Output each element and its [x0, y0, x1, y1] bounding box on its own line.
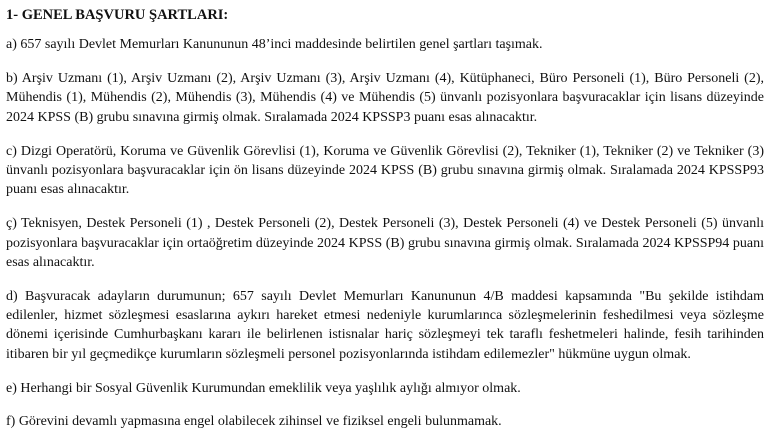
requirement-a: a) 657 sayılı Devlet Memurları Kanununun 48’inci maddesinde belirtilen genel şartları taşımak. [6, 37, 543, 52]
requirement-d: d) Başvuracak adayların durumunun; 657 sayılı Devlet Memurları Kanununun 4/B maddesi kapsamında "Bu şekilde istihdam edilenler, hizmet sözleşmesi esaslarına aykırı hareket etmesi nedeniyle kurumlarınca sözleşmelerinin feshedilmesi veya sözleşme dönemi içerisinde Cumhurbaşkanı kararı ile belirlenen istisnalar hariç sözleşmeyi tek taraflı feshetmeleri halinde, fesih tarihinden itibaren bir yıl geçmedikçe kurumların sözleşmeli personel pozisyonlarında istihdam edilemezler" hükmüne uygun olmak. [6, 289, 764, 362]
document-body [6, 6, 764, 445]
section-heading: 1- GENEL BAŞVURU ŞARTLARI: [6, 7, 229, 23]
requirement-b: b) Arşiv Uzmanı (1), Arşiv Uzmanı (2), Arşiv Uzmanı (3), Arşiv Uzmanı (4), Kütüphaneci, Büro Personeli (1), Büro Personeli (2), Mühendis (1), Mühendis (2), Mühendis (3), Mühendis (4) ve Mühendis (5) ünvanlı pozisyonlara başvuracaklar için lisans düzeyinde 2024 KPSS (B) grubu sınavına girmiş olmak. Sıralamada 2024 KPSSP3 puanı esas alınacaktır. [6, 71, 764, 125]
requirement-c-cedilla: ç) Teknisyen, Destek Personeli (1) , Destek Personeli (2), Destek Personeli (3), Destek Personeli (4) ve Destek Personeli (5) ünvanlı pozisyonlara başvuracaklar için ortaöğretim düzeyinde 2024 KPSS (B) grubu sınavına girmiş olmak. Sıralamada 2024 KPSSP94 puanı esas alınacaktır. [6, 216, 764, 270]
requirement-f: f) Görevini devamlı yapmasına engel olabilecek zihinsel ve fiziksel engeli bulunmamak. [6, 414, 502, 430]
requirement-e: e) Herhangi bir Sosyal Güvenlik Kurumundan emeklilik veya yaşlılık aylığı almıyor olmak. [6, 380, 521, 396]
requirement-c: c) Dizgi Operatörü, Koruma ve Güvenlik Görevlisi (1), Koruma ve Güvenlik Görevlisi (2), Tekniker (1), Tekniker (2) ve Tekniker (3) ünvanlı pozisyonlara başvuracaklar için ön lisans düzeyinde 2024 KPSS (B) grubu sınavına girmiş olmak. Sıralamada 2024 KPSSP93 puanı esas alınacaktır. [6, 143, 764, 198]
